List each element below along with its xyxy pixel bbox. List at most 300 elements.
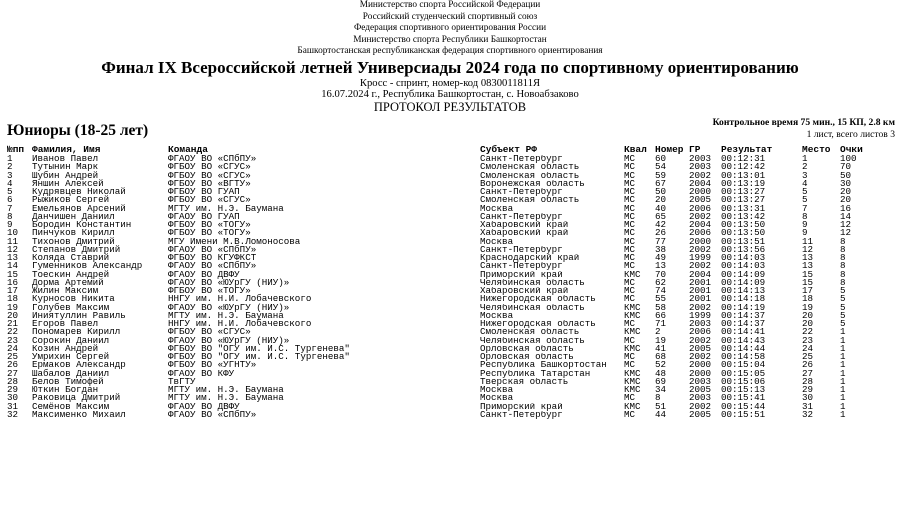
protocol-header bbox=[0, 0, 900, 114]
cell-place: 19 bbox=[802, 301, 814, 313]
cell-name: Жилин Максим bbox=[32, 285, 99, 296]
cell-points: 1 bbox=[840, 367, 846, 379]
cell-name: Курносов Никита bbox=[32, 293, 115, 305]
cell-year: 2006 bbox=[689, 202, 712, 214]
cell-team: ФГБОУ ВО «ВГТУ» bbox=[168, 177, 251, 189]
cell-num: 9 bbox=[7, 219, 13, 230]
cell-points: 5 bbox=[840, 301, 846, 313]
cell-region: Санкт-Петербург bbox=[480, 212, 563, 221]
table-row bbox=[0, 243, 900, 255]
cell-points: 12 bbox=[840, 227, 852, 239]
cell-year: 2000 bbox=[689, 367, 712, 379]
cell-num: 11 bbox=[7, 235, 19, 247]
cell-year: 2006 bbox=[689, 326, 712, 338]
cell-result: 00:13:31 bbox=[721, 202, 766, 214]
cell-points: 1 bbox=[840, 400, 846, 412]
cell-team: ФГАОУ ВО «СПбПУ» bbox=[168, 408, 257, 420]
cell-place: 1 bbox=[802, 153, 808, 164]
cell-num: 29 bbox=[7, 384, 19, 395]
table-row bbox=[0, 301, 900, 313]
cell-team: ФГАОУ ВО ДВФУ bbox=[168, 400, 240, 412]
cell-region: Москва bbox=[480, 394, 514, 403]
event-discipline: Кросс - спринт, номер-код 0830011811Я bbox=[359, 77, 541, 89]
cell-year: 2004 bbox=[689, 268, 712, 280]
cell-points: 8 bbox=[840, 268, 846, 280]
column-header-num: №пп bbox=[7, 144, 25, 155]
cell-result: 00:14:37 bbox=[721, 309, 766, 321]
cell-region: Смоленская область bbox=[480, 328, 580, 337]
cell-place: 15 bbox=[802, 268, 814, 280]
cell-num: 10 bbox=[7, 227, 19, 239]
cell-region: Воронежская область bbox=[480, 179, 585, 188]
cell-bib: 52 bbox=[655, 359, 667, 371]
cell-name: Шубин Андрей bbox=[32, 169, 99, 181]
cell-year: 2000 bbox=[689, 359, 712, 371]
cell-points: 1 bbox=[840, 408, 846, 420]
cell-year: 1999 bbox=[689, 252, 712, 263]
cell-region: Смоленская область bbox=[480, 163, 580, 172]
cell-team: ФГАОУ ВО «ЮУрГУ (НИУ)» bbox=[168, 334, 290, 346]
cell-name: Ермаков Александр bbox=[32, 359, 126, 371]
cell-region: Москва bbox=[480, 386, 514, 395]
cell-name: Шабалов Даниил bbox=[32, 367, 110, 379]
cell-result: 00:15:44 bbox=[721, 400, 766, 412]
table-row bbox=[0, 320, 900, 328]
cell-region: Приморский край bbox=[480, 402, 563, 411]
cell-region: Республика Башкортостан bbox=[480, 361, 607, 370]
table-row bbox=[0, 229, 900, 237]
control-time: Контрольное время 75 мин., 15 КП, 2.8 км bbox=[712, 117, 895, 128]
cell-team: МГТУ им. Н.Э. Баумана bbox=[168, 309, 284, 321]
cell-year: 2001 bbox=[689, 293, 712, 305]
cell-region: Санкт-Петербург bbox=[480, 188, 563, 197]
cell-num: 12 bbox=[7, 243, 19, 255]
protocol-label: ПРОТОКОЛ РЕЗУЛЬТАТОВ bbox=[373, 99, 527, 114]
column-header-region: Субъект РФ bbox=[480, 145, 538, 155]
table-row bbox=[0, 342, 900, 354]
cell-name: Гуменников Александр bbox=[32, 260, 143, 272]
cell-year: 2003 bbox=[689, 318, 712, 329]
table-row bbox=[0, 295, 900, 303]
cell-team: ФГБОУ ВО "ОГУ им. И.С. Тургенева" bbox=[168, 342, 350, 354]
cell-place: 26 bbox=[802, 359, 814, 371]
cell-qual: КМС bbox=[624, 342, 641, 354]
table-row bbox=[0, 328, 900, 336]
cell-team: ФГБОУ ВО КГУФКСТ bbox=[168, 252, 257, 263]
cell-qual: МС bbox=[624, 153, 636, 164]
table-row bbox=[0, 202, 900, 214]
cell-region: Санкт-Петербург bbox=[480, 155, 563, 164]
cell-bib: 40 bbox=[655, 202, 667, 214]
cell-region: Хабаровский край bbox=[480, 229, 569, 238]
cell-place: 20 bbox=[802, 309, 814, 321]
cell-year: 2005 bbox=[689, 408, 712, 420]
cell-year: 2002 bbox=[689, 169, 712, 181]
cell-bib: 54 bbox=[655, 161, 667, 173]
cell-year: 2002 bbox=[689, 260, 712, 272]
table-row bbox=[0, 408, 900, 420]
cell-bib: 2 bbox=[655, 326, 661, 338]
cell-result: 00:15:51 bbox=[721, 408, 766, 420]
cell-place: 24 bbox=[802, 342, 814, 354]
cell-num: 4 bbox=[7, 177, 13, 189]
cell-qual: МС bbox=[624, 260, 636, 272]
cell-place: 5 bbox=[802, 186, 808, 197]
cell-num: 16 bbox=[7, 276, 19, 288]
cell-result: 00:13:01 bbox=[721, 169, 766, 181]
cell-qual: МС bbox=[624, 351, 636, 362]
cell-qual: МС bbox=[624, 210, 636, 222]
table-row bbox=[0, 287, 900, 295]
cell-points: 8 bbox=[840, 235, 846, 247]
cell-points: 8 bbox=[840, 252, 846, 263]
cell-bib: 34 bbox=[655, 384, 667, 395]
cell-points: 8 bbox=[840, 276, 846, 288]
cell-year: 2004 bbox=[689, 177, 712, 189]
cell-region: Хабаровский край bbox=[480, 221, 569, 230]
cell-num: 1 bbox=[7, 153, 13, 164]
cell-name: Козин Андрей bbox=[32, 342, 99, 354]
cell-place: 9 bbox=[802, 227, 808, 239]
cell-place: 32 bbox=[802, 408, 814, 420]
cell-bib: 20 bbox=[655, 194, 667, 206]
cell-bib: 41 bbox=[655, 342, 667, 354]
table-row bbox=[0, 334, 900, 346]
cell-year: 2005 bbox=[689, 194, 712, 206]
cell-team: МГУ Имени М.В.Ломоносова bbox=[168, 235, 301, 247]
cell-points: 16 bbox=[840, 202, 852, 214]
cell-team: ФГАОУ ВО КФУ bbox=[168, 367, 235, 379]
cell-year: 2003 bbox=[689, 392, 712, 404]
table-row bbox=[0, 155, 900, 163]
cell-points: 1 bbox=[840, 342, 846, 354]
cell-result: 00:14:41 bbox=[721, 326, 766, 338]
cell-name: Юткин Богдан bbox=[32, 384, 99, 395]
cell-place: 27 bbox=[802, 367, 814, 379]
cell-bib: 58 bbox=[655, 301, 667, 313]
cell-year: 2002 bbox=[689, 351, 712, 362]
cell-team: ФГАОУ ВО «ЮУрГУ (НИУ)» bbox=[168, 301, 290, 313]
cell-result: 00:14:43 bbox=[721, 334, 766, 346]
cell-qual: КМС bbox=[624, 268, 641, 280]
column-header-qual: Квал bbox=[624, 144, 647, 155]
cell-qual: МС bbox=[624, 252, 636, 263]
table-row bbox=[0, 169, 900, 181]
cell-qual: МС bbox=[624, 276, 636, 288]
cell-num: 17 bbox=[7, 285, 19, 296]
cell-qual: МС bbox=[624, 293, 636, 305]
cell-place: 15 bbox=[802, 276, 814, 288]
table-row bbox=[0, 210, 900, 222]
cell-num: 23 bbox=[7, 334, 19, 346]
cell-bib: 62 bbox=[655, 276, 667, 288]
cell-year: 2001 bbox=[689, 285, 712, 296]
cell-result: 00:14:09 bbox=[721, 268, 766, 280]
cell-year: 2005 bbox=[689, 342, 712, 354]
cell-year: 2002 bbox=[689, 210, 712, 222]
cell-result: 00:14:03 bbox=[721, 252, 766, 263]
results-header-row bbox=[0, 145, 900, 155]
table-row bbox=[0, 361, 900, 369]
cell-place: 18 bbox=[802, 293, 814, 305]
cell-points: 8 bbox=[840, 260, 846, 272]
cell-bib: 68 bbox=[655, 351, 667, 362]
cell-qual: МС bbox=[624, 392, 636, 404]
cell-points: 1 bbox=[840, 384, 846, 395]
cell-team: ФГАОУ ВО «СПбПУ» bbox=[168, 153, 257, 164]
cell-qual: МС bbox=[624, 359, 636, 371]
cell-points: 1 bbox=[840, 326, 846, 338]
cell-qual: МС bbox=[624, 194, 636, 206]
cell-team: ННГУ им. Н.И. Лобачевского bbox=[168, 318, 312, 329]
table-row bbox=[0, 375, 900, 387]
table-row bbox=[0, 196, 900, 204]
cell-bib: 49 bbox=[655, 252, 667, 263]
cell-year: 1999 bbox=[689, 309, 712, 321]
cell-qual: МС bbox=[624, 186, 636, 197]
column-header-team: Команда bbox=[168, 144, 208, 155]
cell-year: 2003 bbox=[689, 161, 712, 173]
cell-result: 00:13:19 bbox=[721, 177, 766, 189]
cell-result: 00:15:41 bbox=[721, 392, 766, 404]
cell-bib: 66 bbox=[655, 309, 667, 321]
cell-num: 28 bbox=[7, 375, 19, 387]
cell-name: Дорма Артемий bbox=[32, 276, 104, 288]
table-row bbox=[0, 309, 900, 321]
cell-num: 27 bbox=[7, 367, 19, 379]
org-line: Башкортостанская республиканская федерация спортивного ориентирования bbox=[297, 46, 603, 57]
cell-qual: МС bbox=[624, 334, 636, 346]
cell-team: ННГУ им. Н.И. Лобачевского bbox=[168, 293, 312, 305]
cell-place: 13 bbox=[802, 252, 814, 263]
cell-name: Данчишен Даниил bbox=[32, 210, 115, 222]
cell-year: 2002 bbox=[689, 334, 712, 346]
cell-region: Москва bbox=[480, 204, 514, 213]
table-row bbox=[0, 221, 900, 229]
cell-num: 14 bbox=[7, 260, 19, 272]
cell-name: Егоров Павел bbox=[32, 318, 99, 329]
cell-bib: 71 bbox=[655, 318, 667, 329]
cell-place: 30 bbox=[802, 392, 814, 404]
cell-name: Емельянов Арсений bbox=[32, 202, 126, 214]
cell-name: Семёнов Максим bbox=[32, 400, 110, 412]
cell-points: 8 bbox=[840, 243, 846, 255]
cell-name: Голубев Максим bbox=[32, 301, 110, 313]
cell-num: 2 bbox=[7, 161, 13, 173]
cell-result: 00:14:09 bbox=[721, 276, 766, 288]
cell-bib: 59 bbox=[655, 169, 667, 181]
cell-region: Орловская область bbox=[480, 353, 574, 362]
column-header-name: Фамилия, Имя bbox=[32, 144, 101, 155]
cell-qual: КМС bbox=[624, 367, 641, 379]
cell-team: ФГАОУ ВО «СПбПУ» bbox=[168, 260, 257, 272]
cell-place: 9 bbox=[802, 219, 808, 230]
cell-place: 4 bbox=[802, 177, 808, 189]
cell-num: 22 bbox=[7, 326, 19, 338]
cell-year: 2000 bbox=[689, 186, 712, 197]
cell-points: 14 bbox=[840, 210, 852, 222]
cell-points: 1 bbox=[840, 375, 846, 387]
cell-team: ФГАОУ ВО «СПбПУ» bbox=[168, 243, 257, 255]
cell-place: 20 bbox=[802, 318, 814, 329]
cell-name: Бородин Константин bbox=[32, 219, 132, 230]
cell-qual: КМС bbox=[624, 375, 641, 387]
cell-bib: 70 bbox=[655, 268, 667, 280]
cell-year: 2006 bbox=[689, 227, 712, 239]
cell-bib: 67 bbox=[655, 177, 667, 189]
cell-points: 50 bbox=[840, 169, 852, 181]
cell-name: Тихонов Дмитрий bbox=[32, 235, 115, 247]
cell-team: ФГБОУ ВО «СГУС» bbox=[168, 161, 251, 173]
cell-points: 100 bbox=[840, 153, 857, 164]
cell-result: 00:14:44 bbox=[721, 342, 766, 354]
cell-place: 31 bbox=[802, 400, 814, 412]
cell-qual: МС bbox=[624, 169, 636, 181]
cell-name: Степанов Дмитрий bbox=[32, 243, 121, 255]
cell-points: 20 bbox=[840, 194, 852, 206]
cell-bib: 8 bbox=[655, 392, 661, 404]
cell-bib: 65 bbox=[655, 210, 667, 222]
cell-num: 15 bbox=[7, 268, 19, 280]
cell-result: 00:13:27 bbox=[721, 186, 766, 197]
cell-name: Раковица Дмитрий bbox=[32, 392, 121, 404]
cell-bib: 19 bbox=[655, 334, 667, 346]
cell-result: 00:13:27 bbox=[721, 194, 766, 206]
cell-place: 13 bbox=[802, 260, 814, 272]
cell-qual: КМС bbox=[624, 400, 641, 412]
cell-team: МГТУ им. Н.Э. Баумана bbox=[168, 392, 284, 404]
cell-result: 00:12:31 bbox=[721, 153, 766, 164]
cell-name: Иниятуллин Равиль bbox=[32, 309, 126, 321]
cell-num: 24 bbox=[7, 342, 19, 354]
cell-num: 7 bbox=[7, 202, 13, 214]
cell-qual: МС bbox=[624, 202, 636, 214]
cell-name: Пинчуков Кирилл bbox=[32, 227, 115, 239]
cell-points: 5 bbox=[840, 309, 846, 321]
cell-bib: 13 bbox=[655, 260, 667, 272]
cell-qual: МС bbox=[624, 243, 636, 255]
cell-year: 2003 bbox=[689, 375, 712, 387]
cell-bib: 50 bbox=[655, 186, 667, 197]
cell-region: Смоленская область bbox=[480, 196, 580, 205]
cell-place: 17 bbox=[802, 285, 814, 296]
cell-bib: 42 bbox=[655, 219, 667, 230]
cell-result: 00:14:58 bbox=[721, 351, 766, 362]
cell-qual: МС bbox=[624, 408, 636, 420]
cell-result: 00:13:50 bbox=[721, 219, 766, 230]
cell-year: 2004 bbox=[689, 219, 712, 230]
event-date-place: 16.07.2024 г., Республика Башкортостан, с. Новоабзаково bbox=[321, 89, 579, 101]
cell-result: 00:15:06 bbox=[721, 375, 766, 387]
cell-result: 00:13:56 bbox=[721, 243, 766, 255]
table-row bbox=[0, 276, 900, 288]
cell-year: 2005 bbox=[689, 384, 712, 395]
control-info bbox=[713, 117, 895, 140]
cell-team: ФГБОУ ВО «СГУС» bbox=[168, 169, 251, 181]
table-row bbox=[0, 262, 900, 270]
table-row bbox=[0, 400, 900, 412]
table-row bbox=[0, 188, 900, 196]
cell-bib: 51 bbox=[655, 400, 667, 412]
cell-region: Приморский край bbox=[480, 270, 563, 279]
cell-num: 6 bbox=[7, 194, 13, 206]
cell-team: МГТУ им. Н.Э. Баумана bbox=[168, 202, 284, 214]
cell-name: Рыжиков Сергей bbox=[32, 194, 110, 206]
table-row bbox=[0, 367, 900, 379]
column-header-year: ГР bbox=[689, 144, 701, 155]
cell-place: 5 bbox=[802, 194, 808, 206]
cell-name: Тутынин Марк bbox=[32, 161, 99, 173]
cell-year: 2002 bbox=[689, 301, 712, 313]
cell-name: Яншин Алексей bbox=[32, 177, 104, 189]
event-title: Финал IX Всероссийской летней Универсиады 2024 года по спортивному ориентированию bbox=[101, 57, 799, 77]
table-row bbox=[0, 268, 900, 280]
cell-num: 32 bbox=[7, 408, 19, 420]
cell-team: ФГБОУ ВО «СГУС» bbox=[168, 194, 251, 206]
cell-place: 29 bbox=[802, 384, 814, 395]
cell-bib: 48 bbox=[655, 367, 667, 379]
cell-team: ФГАОУ ВО ДВФУ bbox=[168, 268, 240, 280]
cell-year: 2001 bbox=[689, 276, 712, 288]
cell-qual: МС bbox=[624, 318, 636, 329]
cell-year: 2002 bbox=[689, 400, 712, 412]
cell-region: Республика Татарстан bbox=[480, 369, 591, 378]
cell-year: 2002 bbox=[689, 243, 712, 255]
cell-points: 1 bbox=[840, 359, 846, 371]
sheet-info: 1 лист, всего листов 3 bbox=[806, 128, 895, 140]
cell-qual: МС bbox=[624, 235, 636, 247]
cell-points: 1 bbox=[840, 392, 846, 404]
cell-points: 5 bbox=[840, 285, 846, 296]
table-row bbox=[0, 235, 900, 247]
cell-num: 8 bbox=[7, 210, 13, 222]
cell-region: Челябинская область bbox=[480, 303, 585, 312]
cell-qual: КМС bbox=[624, 326, 641, 338]
cell-name: Максименко Михаил bbox=[32, 408, 126, 420]
cell-result: 00:13:50 bbox=[721, 227, 766, 239]
cell-result: 00:15:05 bbox=[721, 367, 766, 379]
table-row bbox=[0, 177, 900, 189]
cell-region: Орловская область bbox=[480, 344, 574, 353]
cell-region: Челябинская область bbox=[480, 278, 585, 287]
column-header-result: Результат bbox=[721, 144, 773, 155]
cell-result: 00:14:18 bbox=[721, 293, 766, 305]
cell-num: 3 bbox=[7, 169, 13, 181]
cell-num: 26 bbox=[7, 359, 19, 371]
cell-qual: МС bbox=[624, 161, 636, 173]
cell-points: 12 bbox=[840, 219, 852, 230]
cell-num: 18 bbox=[7, 293, 19, 305]
table-row bbox=[0, 394, 900, 402]
cell-name: Тоескин Андрей bbox=[32, 268, 110, 280]
cell-result: 00:15:13 bbox=[721, 384, 766, 395]
cell-region: Санкт-Петербург bbox=[480, 262, 563, 271]
cell-points: 70 bbox=[840, 161, 852, 173]
cell-bib: 38 bbox=[655, 243, 667, 255]
cell-name: Кудрявцев Николай bbox=[32, 186, 126, 197]
cell-bib: 77 bbox=[655, 235, 667, 247]
cell-result: 00:14:03 bbox=[721, 260, 766, 272]
cell-region: Челябинская область bbox=[480, 336, 585, 345]
table-row bbox=[0, 353, 900, 361]
cell-team: ТвГТУ bbox=[168, 375, 196, 387]
cell-bib: 74 bbox=[655, 285, 667, 296]
table-row bbox=[0, 163, 900, 171]
cell-qual: МС bbox=[624, 285, 636, 296]
cell-points: 5 bbox=[840, 293, 846, 305]
table-row bbox=[0, 386, 900, 394]
cell-num: 21 bbox=[7, 318, 19, 329]
